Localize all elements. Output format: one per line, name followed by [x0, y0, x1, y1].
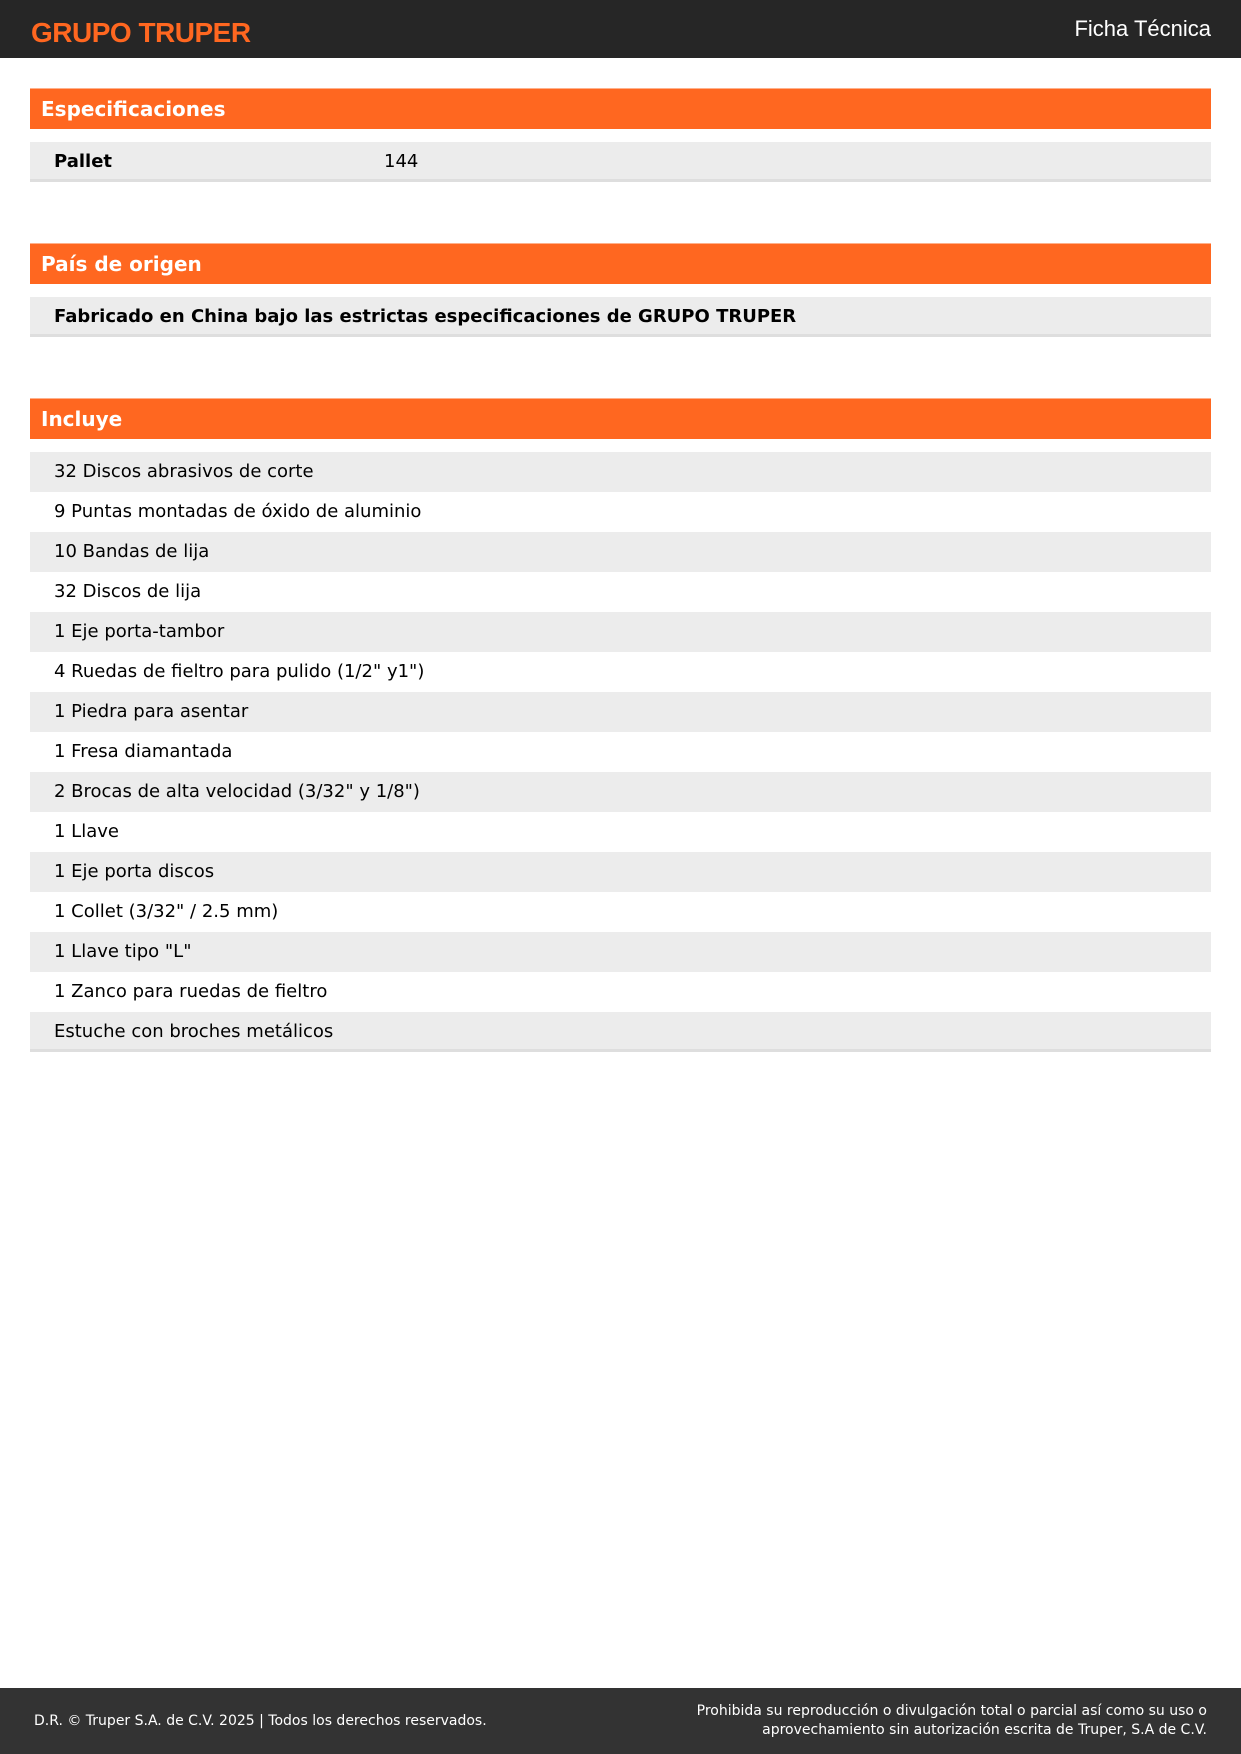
origin-section: [30, 243, 1211, 337]
included-item: 1 Llave tipo "L": [30, 932, 1211, 972]
included-item: 1 Eje porta-tambor: [30, 612, 1211, 652]
included-item: 4 Ruedas de fieltro para pulido (1/2" y1"): [54, 661, 425, 682]
included-item: 1 Llave: [54, 821, 119, 842]
included-item: 32 Discos de lija: [54, 581, 202, 602]
section-title: Incluye: [30, 398, 1211, 439]
copyright-text: D.R. © Truper S.A. de C.V. 2025 | Todos los derechos reservados.: [34, 1713, 487, 1729]
spec-label: Pallet: [54, 151, 113, 172]
included-item: 1 Eje porta discos: [30, 852, 1211, 892]
spec-row: [30, 142, 1211, 182]
section-title: País de origen: [30, 243, 1211, 284]
included-item: 9 Puntas montadas de óxido de aluminio: [54, 501, 422, 522]
page-header: [0, 0, 1241, 58]
spec-value: 144: [384, 151, 419, 172]
page-footer: [0, 1688, 1241, 1754]
legal-line-2: aprovechamiento sin autorización escrita de Truper, S.A de C.V.: [762, 1722, 1207, 1738]
included-item: 2 Brocas de alta velocidad (3/32" y 1/8"): [30, 772, 1211, 812]
included-item: 1 Piedra para asentar: [30, 692, 1211, 732]
included-item: 1 Collet (3/32" / 2.5 mm): [54, 901, 279, 922]
document-title: Ficha Técnica: [1074, 16, 1211, 41]
included-item: 1 Fresa diamantada: [54, 741, 233, 762]
legal-notice: [697, 1702, 1207, 1740]
origin-text: Fabricado en China bajo las estrictas especificaciones de GRUPO TRUPER: [30, 297, 1211, 337]
specifications-section: [30, 88, 1211, 182]
included-item: 1 Zanco para ruedas de fieltro: [54, 981, 328, 1002]
included-item: Estuche con broches metálicos: [30, 1012, 1211, 1052]
includes-section: [30, 398, 1211, 1052]
included-item: 32 Discos abrasivos de corte: [30, 452, 1211, 492]
included-item: 10 Bandas de lija: [30, 532, 1211, 572]
brand-logo: GRUPO TRUPER: [31, 17, 251, 48]
legal-line-1: Prohibida su reproducción o divulgación total o parcial así como su uso o: [696, 1703, 1207, 1719]
section-title: Especificaciones: [30, 88, 1211, 129]
